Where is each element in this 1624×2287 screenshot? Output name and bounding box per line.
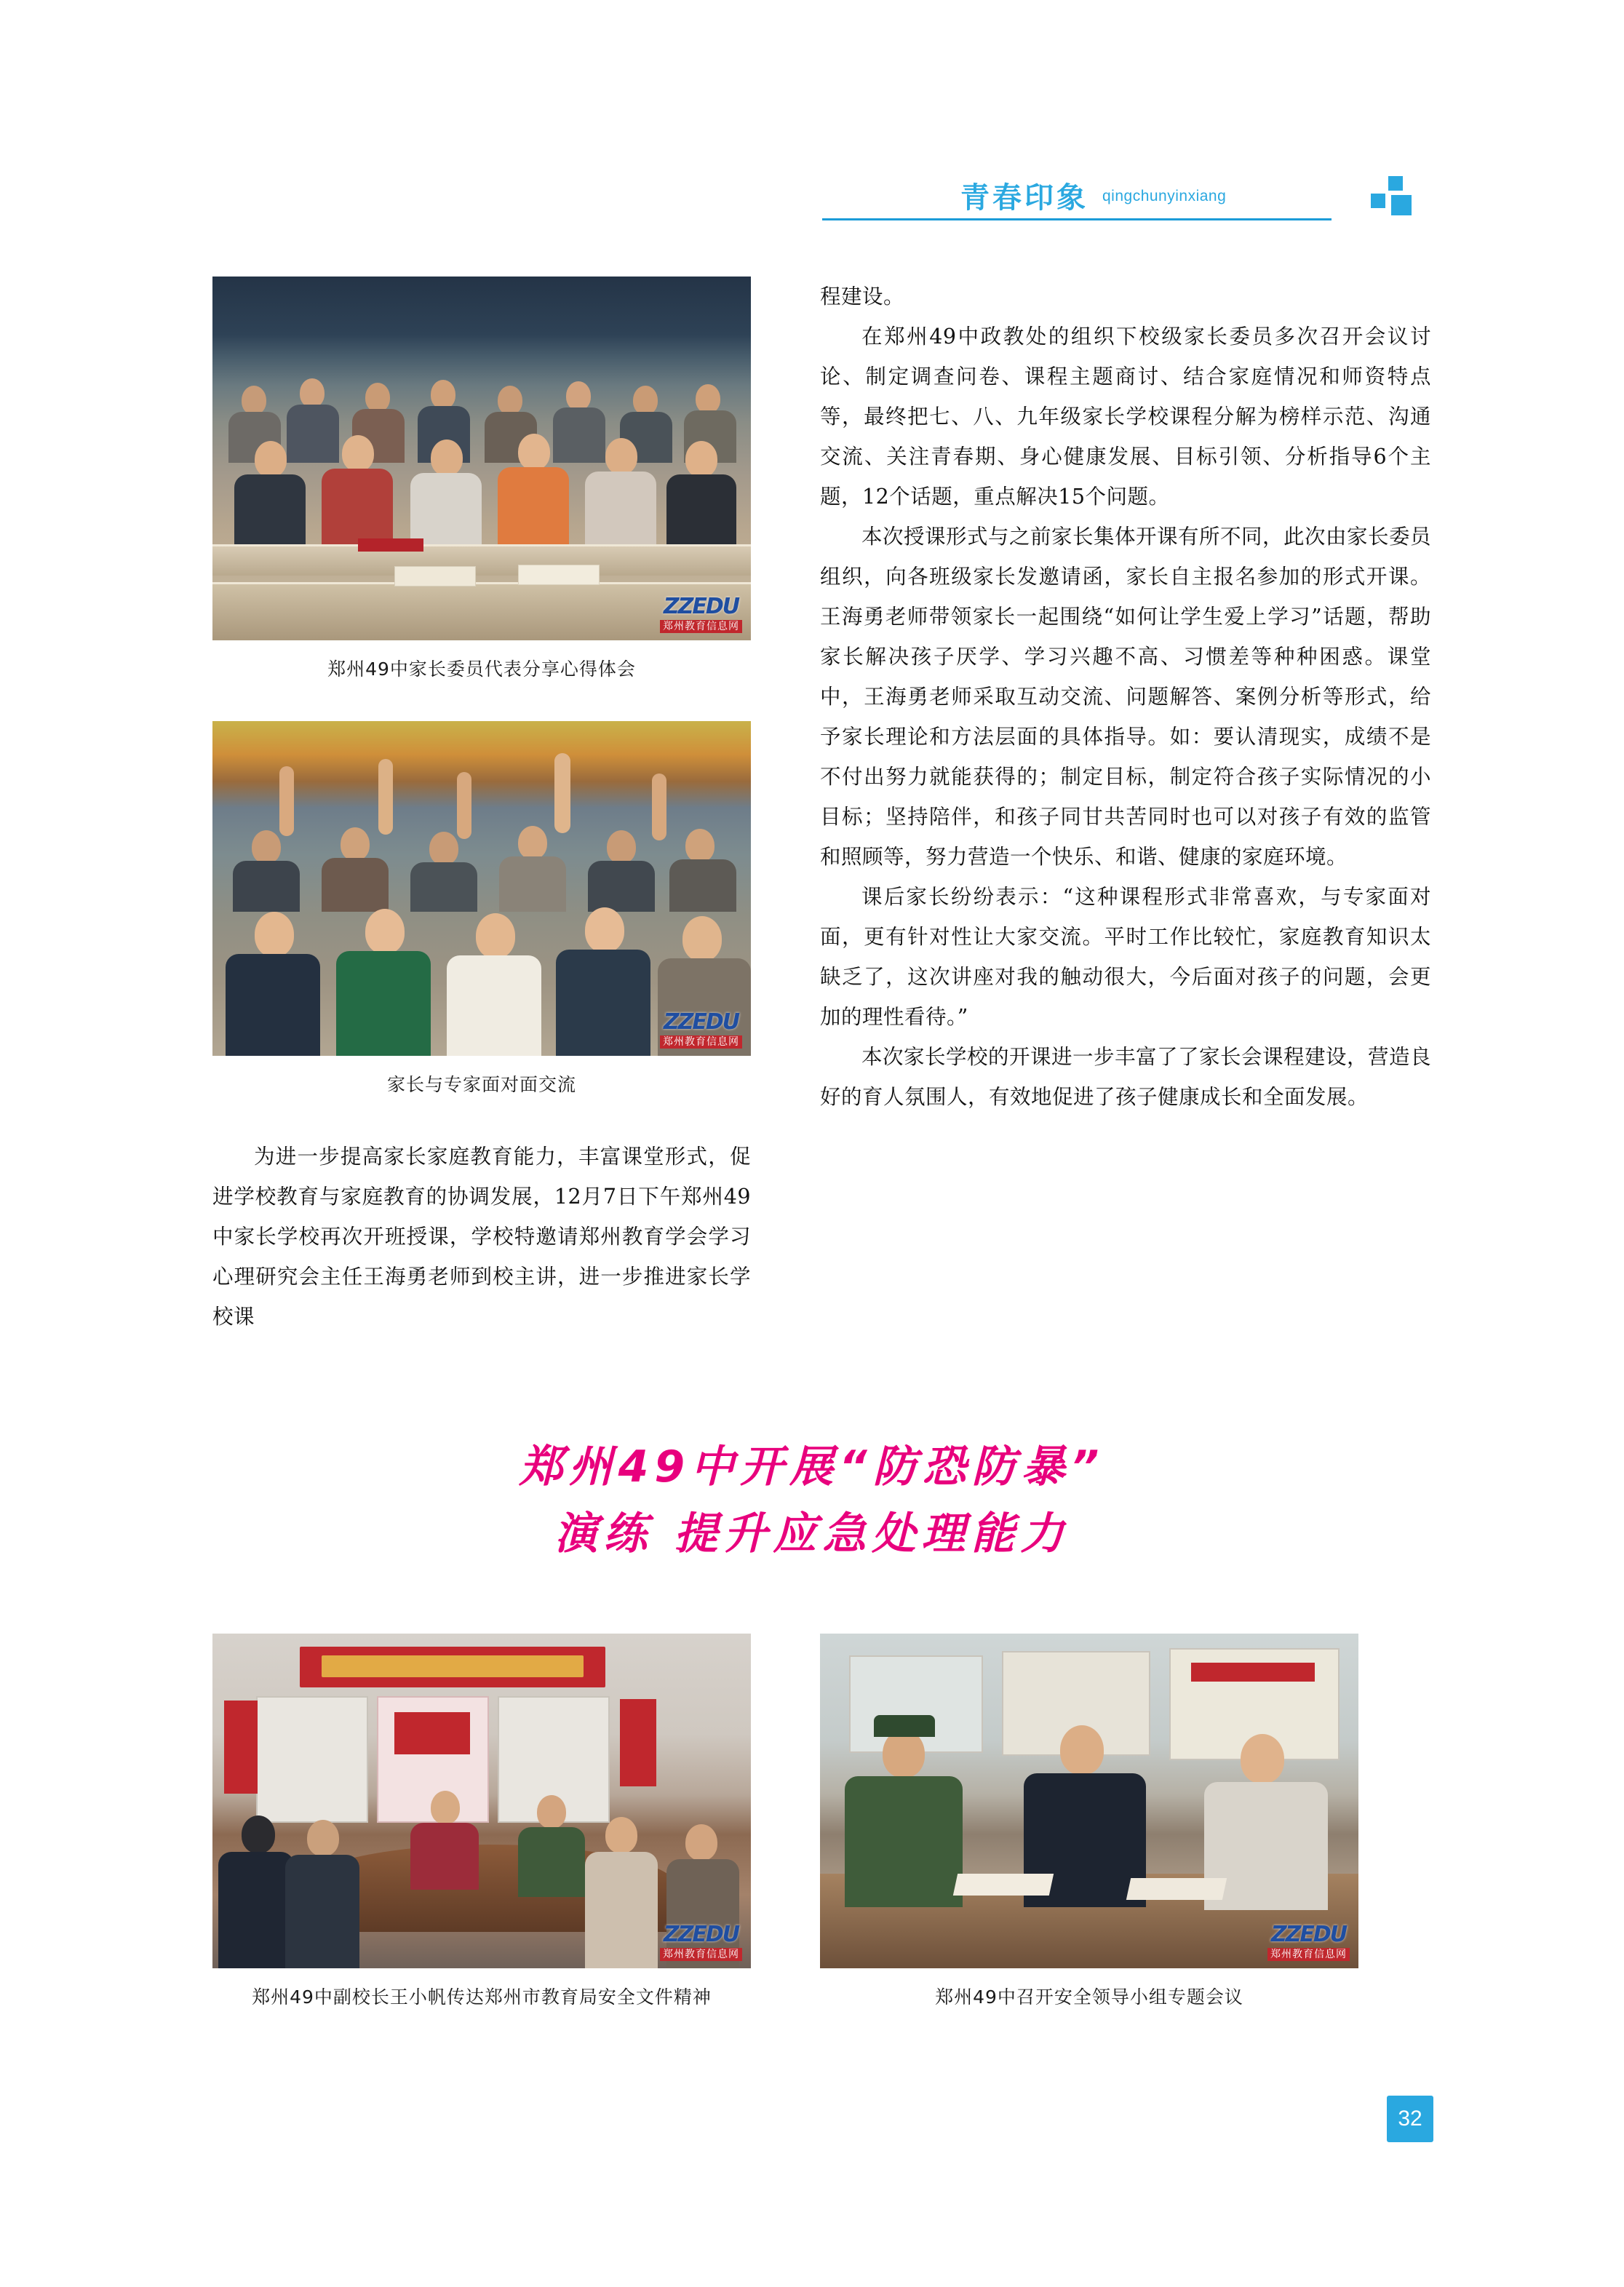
left-body-text	[212, 1137, 751, 1337]
photo-safety-document-meeting	[212, 1634, 751, 1968]
header-decoration-squares	[1369, 175, 1420, 218]
right-paragraph-1: 在郑州49中政教处的组织下校级家长委员多次召开会议讨论、制定调查问卷、课程主题商讨、结合家庭情况和师资特点等，最终把七、八、九年级家长学校课程分解为榜样示范、沟通交流、关注青春期、身心健康发展、目标引领、分析指导6个主题，12个话题，重点解决15个问题。	[820, 325, 1431, 509]
watermark-site-text: 郑州教育信息网	[660, 1948, 742, 1961]
left-paragraph: 为进一步提高家长家庭教育能力，丰富课堂形式，促进学校教育与家庭教育的协调发展，12月7日下午郑州49中家长学校再次开班授课，学校特邀请郑州教育学会学习心理研究会主任王海勇老师到校主讲，进一步推进家长学校课	[212, 1145, 751, 1329]
decor-square-1	[1388, 176, 1403, 191]
photo3-caption: 郑州49中副校长王小帆传达郑州市教育局安全文件精神	[252, 1986, 712, 2008]
watermark	[660, 1011, 742, 1049]
feature-title-line2: 演练 提升应急处理能力	[554, 1508, 1070, 1559]
photo4-notebook-1	[953, 1874, 1054, 1896]
page-number: 32	[1387, 2096, 1433, 2142]
feature-title-line1: 郑州49中开展“防恐防暴”	[519, 1441, 1105, 1492]
header-title-cn: 青春印象	[960, 181, 1088, 215]
watermark-logo-text: ZZEDU	[663, 594, 739, 619]
decor-square-3	[1391, 195, 1412, 215]
feature-title	[0, 1433, 1624, 1567]
watermark-logo-text: ZZEDU	[663, 1009, 739, 1035]
watermark	[1267, 1924, 1350, 1961]
right-paragraph-3: 课后家长纷纷表示：“这种课程形式非常喜欢，与专家面对面，更有针对性让大家交流。平时工作比较忙，家庭教育知识太缺乏了，这次讲座对我的触动很大，今后面对孩子的问题，会更加的理性看待。”	[820, 885, 1431, 1029]
photo1-red-folder	[358, 538, 423, 552]
watermark	[660, 1924, 742, 1961]
photo4-board-heading	[1191, 1663, 1315, 1682]
watermark-logo-text: ZZEDU	[663, 1922, 739, 1947]
right-paragraph-2: 本次授课形式与之前家长集体开课有所不同，此次由家长委员组织，向各班级家长发邀请函，家长自主报名参加的形式开课。王海勇老师带领家长一起围绕“如何让学生爱上学习”话题，帮助家长解决孩子厌学、学习兴趣不高、习惯差等种种困惑。课堂中，王海勇老师采取互动交流、问题解答、案例分析等形式，给予家长理论和方法层面的具体指导。如：要认清现实，成绩不是不付出努力就能获得的；制定目标，制定符合孩子实际情况的小目标；坚持陪伴，和孩子同甘共苦同时也可以对孩子有效的监管和照顾等，努力营造一个快乐、和谐、健康的家庭环境。	[820, 525, 1432, 869]
watermark-site-text: 郑州教育信息网	[660, 1035, 742, 1049]
right-paragraph-0: 程建设。	[820, 285, 905, 309]
header-title-pinyin: qingchunyinxiang	[1102, 188, 1227, 204]
photo1-desk-front	[212, 544, 751, 576]
right-paragraph-4: 本次家长学校的开课进一步丰富了了家长会课程建设，营造良好的育人氛围人，有效地促进了孩子健康成长和全面发展。	[820, 1045, 1432, 1109]
bottom-left-block	[212, 1634, 751, 2009]
photo3-board-left	[256, 1696, 368, 1823]
photo3-board-title-red	[394, 1712, 470, 1754]
photo4-officer-cap	[874, 1715, 935, 1737]
right-column	[820, 277, 1431, 1117]
photo1-paper	[394, 566, 476, 586]
photo3-flag-left	[224, 1701, 258, 1794]
photo3-banner-text-strip	[322, 1655, 584, 1677]
photo-parents-raising-hands	[212, 721, 751, 1056]
watermark-site-text: 郑州教育信息网	[1267, 1948, 1350, 1961]
watermark	[660, 596, 742, 633]
photo-safety-leadership-meeting	[820, 1634, 1358, 1968]
page-header	[822, 175, 1426, 233]
photo1-paper-2	[518, 565, 600, 585]
watermark-site-text: 郑州教育信息网	[660, 620, 742, 633]
photo3-flag-right	[620, 1699, 656, 1786]
left-column	[212, 277, 751, 1337]
bottom-right-block	[820, 1634, 1358, 2009]
photo2-caption: 家长与专家面对面交流	[386, 1074, 576, 1095]
photo4-notebook-2	[1126, 1878, 1227, 1900]
watermark-logo-text: ZZEDU	[1270, 1922, 1347, 1947]
photo-parents-committee	[212, 277, 751, 640]
decor-square-2	[1371, 194, 1385, 208]
photo1-caption: 郑州49中家长委员代表分享心得体会	[327, 659, 636, 680]
photo4-caption: 郑州49中召开安全领导小组专题会议	[935, 1986, 1243, 2008]
